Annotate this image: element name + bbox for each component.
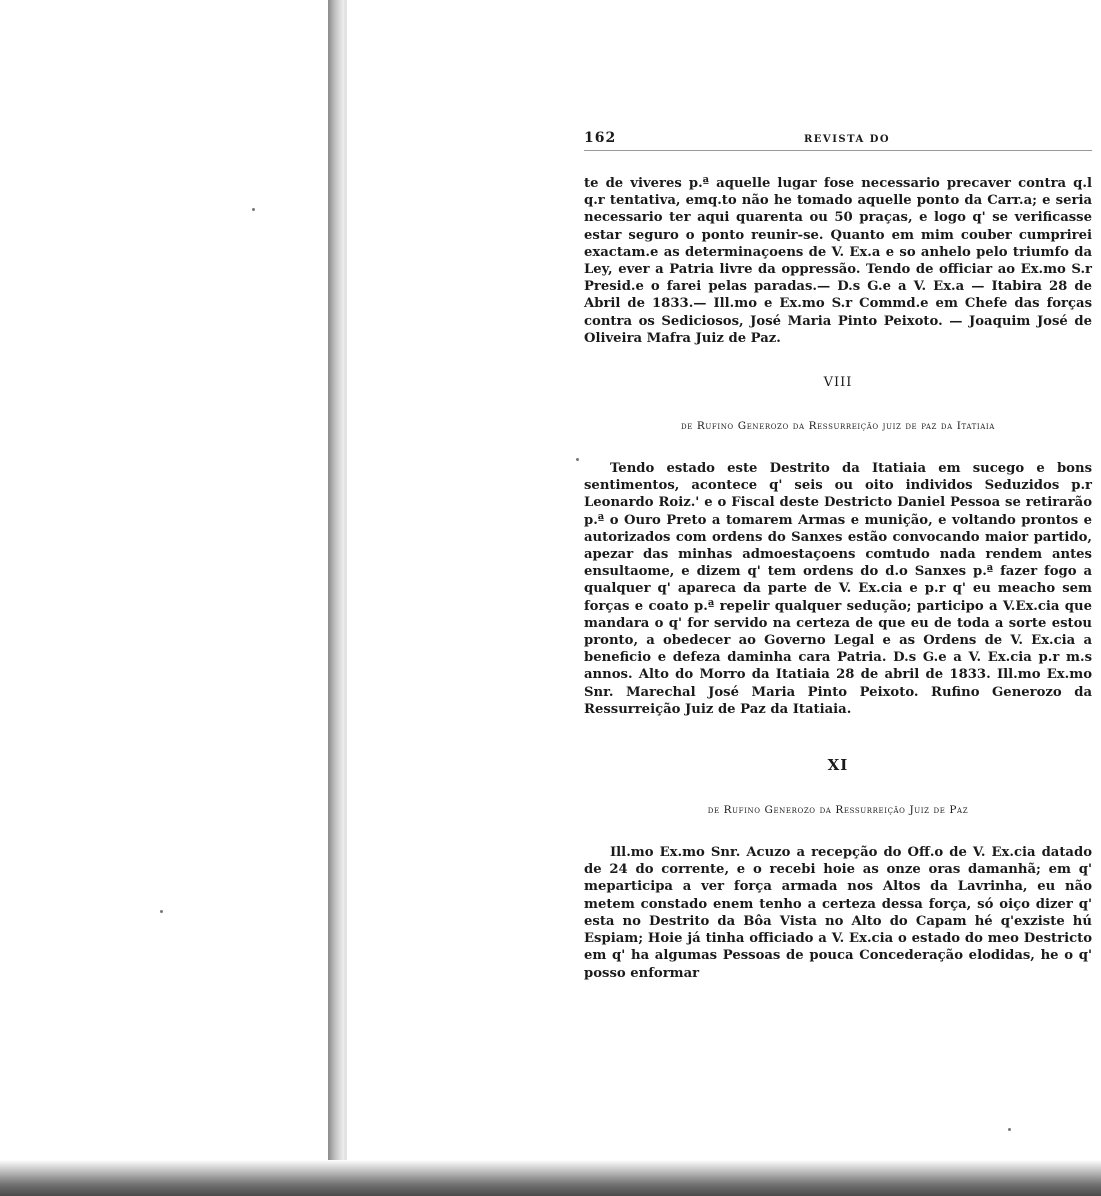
letter-body-paragraph: Tendo estado este Destrito da Itatiaia em sucego e bons sentimentos, acontece q' seis ou oito individos Seduzidos p.r Leonardo Roiz.' e o Fiscal deste Destricto Daniel Pessoa se retirarão p.ª o Ouro Preto a tomarem Armas e munição, e voltando prontos e autorizados com ordens do Sanxes estão convocando maior partido, apezar das minhas admoestaçoens comtudo nada rendem antes ensultaome, e dizem q' tem ordens do d.o Sanxes p.ª fazer fogo a qualquer q' apareca da parte de V. Ex.cia e p.r q' eu meacho sem forças e coato p.ª repelir qualquer sedução; participo a V.Ex.cia que mandara o q' for servido na certeza de que eu de toda a sorte estou pronto, a obedecer ao Governo Legal e as Ordens de V. Ex.cia a beneficio e defeza daminha cara Patria. D.s G.e a V. Ex.cia p.r m.s annos. Alto do Morro da Itatiaia 28 de abril de 1833. Ill.mo Ex.mo Snr. Marechal José Maria Pinto Peixoto. Rufino Generozo da Ressurreição Juiz de Paz da Itatiaia. (584, 461, 1092, 717)
section-heading-xi: de Rufino Generozo da Ressurreição Juiz de Paz (707, 804, 969, 817)
letter-body-paragraph: Ill.mo Ex.mo Snr. Acuzo a recepção do Off.o de V. Ex.cia datado de 24 do corrente, e o recebi hoie as onze oras damanhã; em q' meparticipa a ver força armada nos Altos da Lavrinha, eu não metem constado enem tenho a certeza dessa força, só oiço dizer q' esta no Destrito da Bôa Vista no Alto do Capam hé q'exziste hú Espiam; Hoie já tinha officiado a V. Ex.cia o estado do meo Destricto em q' ha algumas Pessoas de pouca Concederação elodidas, he o q' posso enformar (584, 845, 1092, 981)
section-heading-viii: de Rufino Generozo da Ressurreição juiz de paz da Itatiaia (681, 420, 995, 433)
book-spine-shadow (328, 0, 344, 1196)
scan-speck (1008, 1128, 1011, 1131)
book-spine-edge (344, 0, 347, 1196)
running-head (584, 128, 1092, 151)
section-number-viii: VIII (823, 375, 853, 391)
bottom-edge-shadow (0, 1160, 1101, 1196)
journal-title: REVISTA DO (804, 134, 891, 145)
book-page (584, 128, 1092, 982)
letter-closing-paragraph: te de viveres p.ª aquelle lugar fose necessario precaver contra q.l q.r tentativa, emq.to não he tomado aquelle ponto da Carr.a; e seria necessario ter aqui quarenta ou 50 praças, e logo q' se verificasse estar seguro o ponto reunir-se. Quanto em mim couber cumprirei exactam.e as determinaçoens de V. Ex.a e so anhelo pelo triumfo da Ley, ever a Patria livre da oppressão. Tendo de officiar ao Ex.mo S.r Presid.e o farei pelas paradas.— D.s G.e a V. Ex.a — Itabira 28 de Abril de 1833.— Ill.mo e Ex.mo S.r Commd.e em Chefe das forças contra os Sediciosos, José Maria Pinto Peixoto. — Joaquim José de Oliveira Mafra Juiz de Paz. (584, 176, 1092, 346)
scan-speck (576, 458, 579, 461)
page-number: 162 (584, 130, 617, 146)
scan-speck (160, 910, 163, 913)
section-number-xi: XI (827, 756, 849, 775)
scan-speck (252, 208, 255, 211)
